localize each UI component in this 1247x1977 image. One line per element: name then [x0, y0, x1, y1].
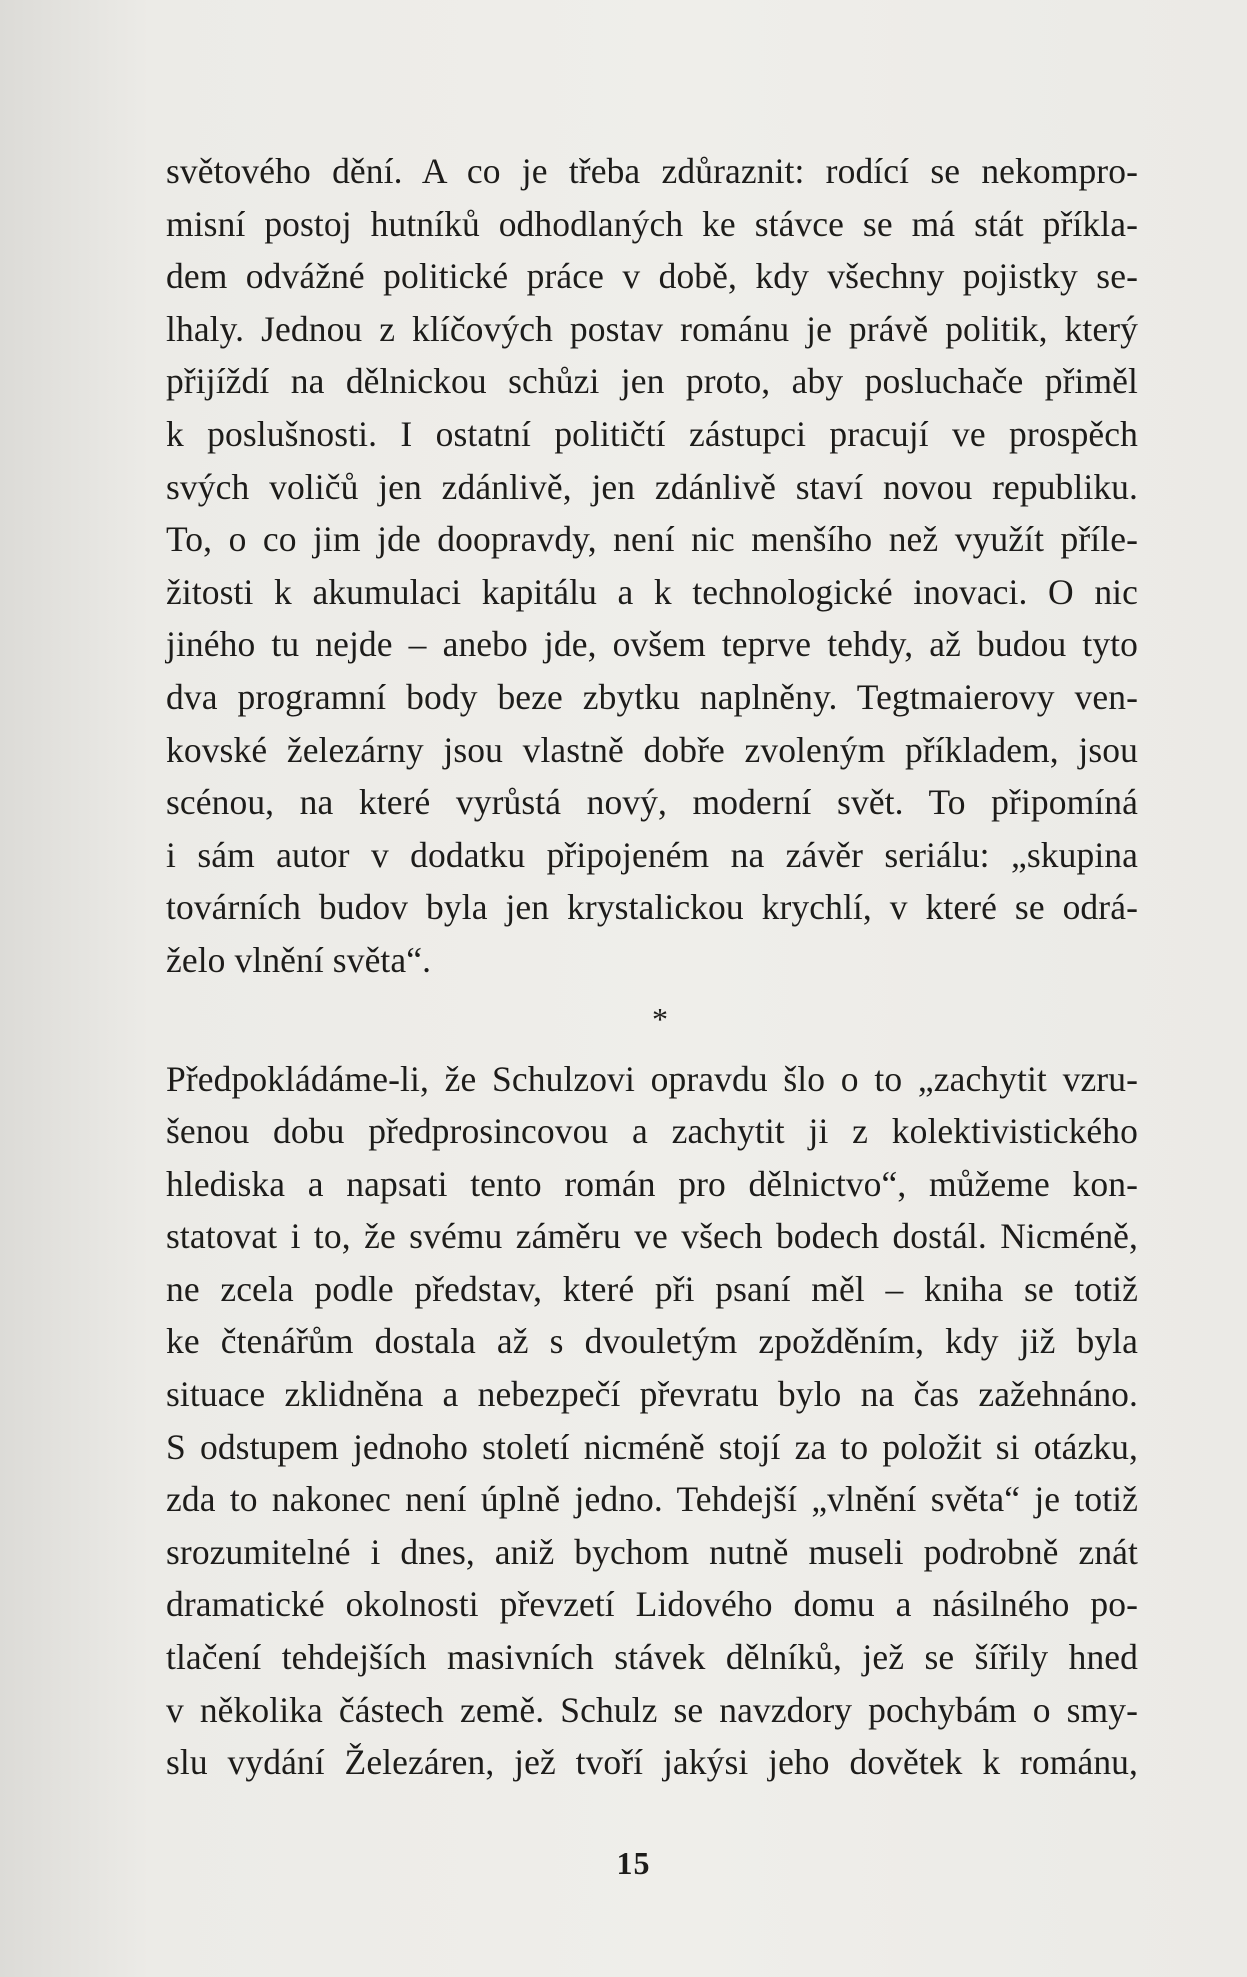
text-line: dramatické okolnosti převzetí Lidového domu a násilného po- [166, 1584, 1138, 1625]
text-line: lhaly. Jednou z klíčových postav románu je právě politik, který [166, 308, 1138, 349]
text-line: želo vlnění světa“. [166, 939, 432, 980]
text-line: ke čtenářům dostala až s dvouletým zpožděním, kdy již byla [166, 1321, 1138, 1362]
text-line: továrních budov byla jen krystalickou krychlí, v které se odrá- [166, 887, 1138, 928]
text-line: dem odvážné politické práce v době, kdy všechny pojistky se- [166, 256, 1138, 297]
text-line: přijíždí na dělnickou schůzi jen proto, aby posluchače přiměl [166, 361, 1138, 402]
text-line: To, o co jim jde doopravdy, není nic menšího než využít příle- [166, 519, 1138, 560]
page-number: 15 [616, 1845, 651, 1881]
text-line: tlačení tehdejších masivních stávek dělníků, jež se šířily hned [166, 1637, 1138, 1678]
text-line: jiného tu nejde – anebo jde, ovšem teprve tehdy, až budou tyto [166, 624, 1138, 665]
text-line: scénou, na které vyrůstá nový, moderní svět. To připomíná [166, 782, 1138, 823]
text-line: S odstupem jednoho století nicméně stojí za to položit si otázku, [166, 1426, 1138, 1467]
text-line: kovské železárny jsou vlastně dobře zvoleným příkladem, jsou [166, 729, 1138, 770]
text-line: žitosti k akumulaci kapitálu a k technologické inovaci. O nic [166, 571, 1138, 612]
text-line: k poslušnosti. I ostatní političtí zástupci pracují ve prospěch [166, 413, 1138, 454]
text-line: srozumitelné i dnes, aniž bychom nutně museli podrobně znát [166, 1531, 1138, 1572]
text-line: dva programní body beze zbytku naplněny. Tegtmaierovy ven- [166, 676, 1138, 717]
section-separator: * [652, 1000, 668, 1037]
text-line: slu vydání Železáren, jež tvoří jakýsi jeho dovětek k románu, [166, 1742, 1138, 1783]
page-body [166, 145, 1138, 1789]
paragraph-1 [166, 145, 1138, 987]
text-line: misní postoj hutníků odhodlaných ke stávce se má stát příkla- [166, 203, 1138, 244]
text-line: situace zklidněna a nebezpečí převratu bylo na čas zažehnáno. [166, 1374, 1138, 1415]
text-line: v několika částech země. Schulz se navzdory pochybám o smy- [166, 1689, 1138, 1730]
text-line: světového dění. A co je třeba zdůraznit: rodící se nekompro- [166, 151, 1138, 191]
text-line: i sám autor v dodatku připojeném na závěr seriálu: „skupina [166, 834, 1138, 875]
text-line: ne zcela podle představ, které při psaní měl – kniha se totiž [166, 1268, 1138, 1309]
paragraph-2 [166, 1053, 1138, 1789]
text-line: šenou dobu předprosincovou a zachytit ji z kolektivistického [166, 1111, 1138, 1152]
text-line: svých voličů jen zdánlivě, jen zdánlivě staví novou republiku. [166, 466, 1138, 507]
text-line: statovat i to, že svému záměru ve všech bodech dostál. Nicméně, [166, 1216, 1138, 1257]
text-line: zda to nakonec není úplně jedno. Tehdejší „vlnění světa“ je totiž [166, 1479, 1138, 1520]
text-line: Předpokládáme-li, že Schulzovi opravdu šlo o to „zachytit vzru- [166, 1058, 1138, 1099]
text-line: hlediska a napsati tento román pro dělnictvo“, můžeme kon- [166, 1163, 1138, 1204]
